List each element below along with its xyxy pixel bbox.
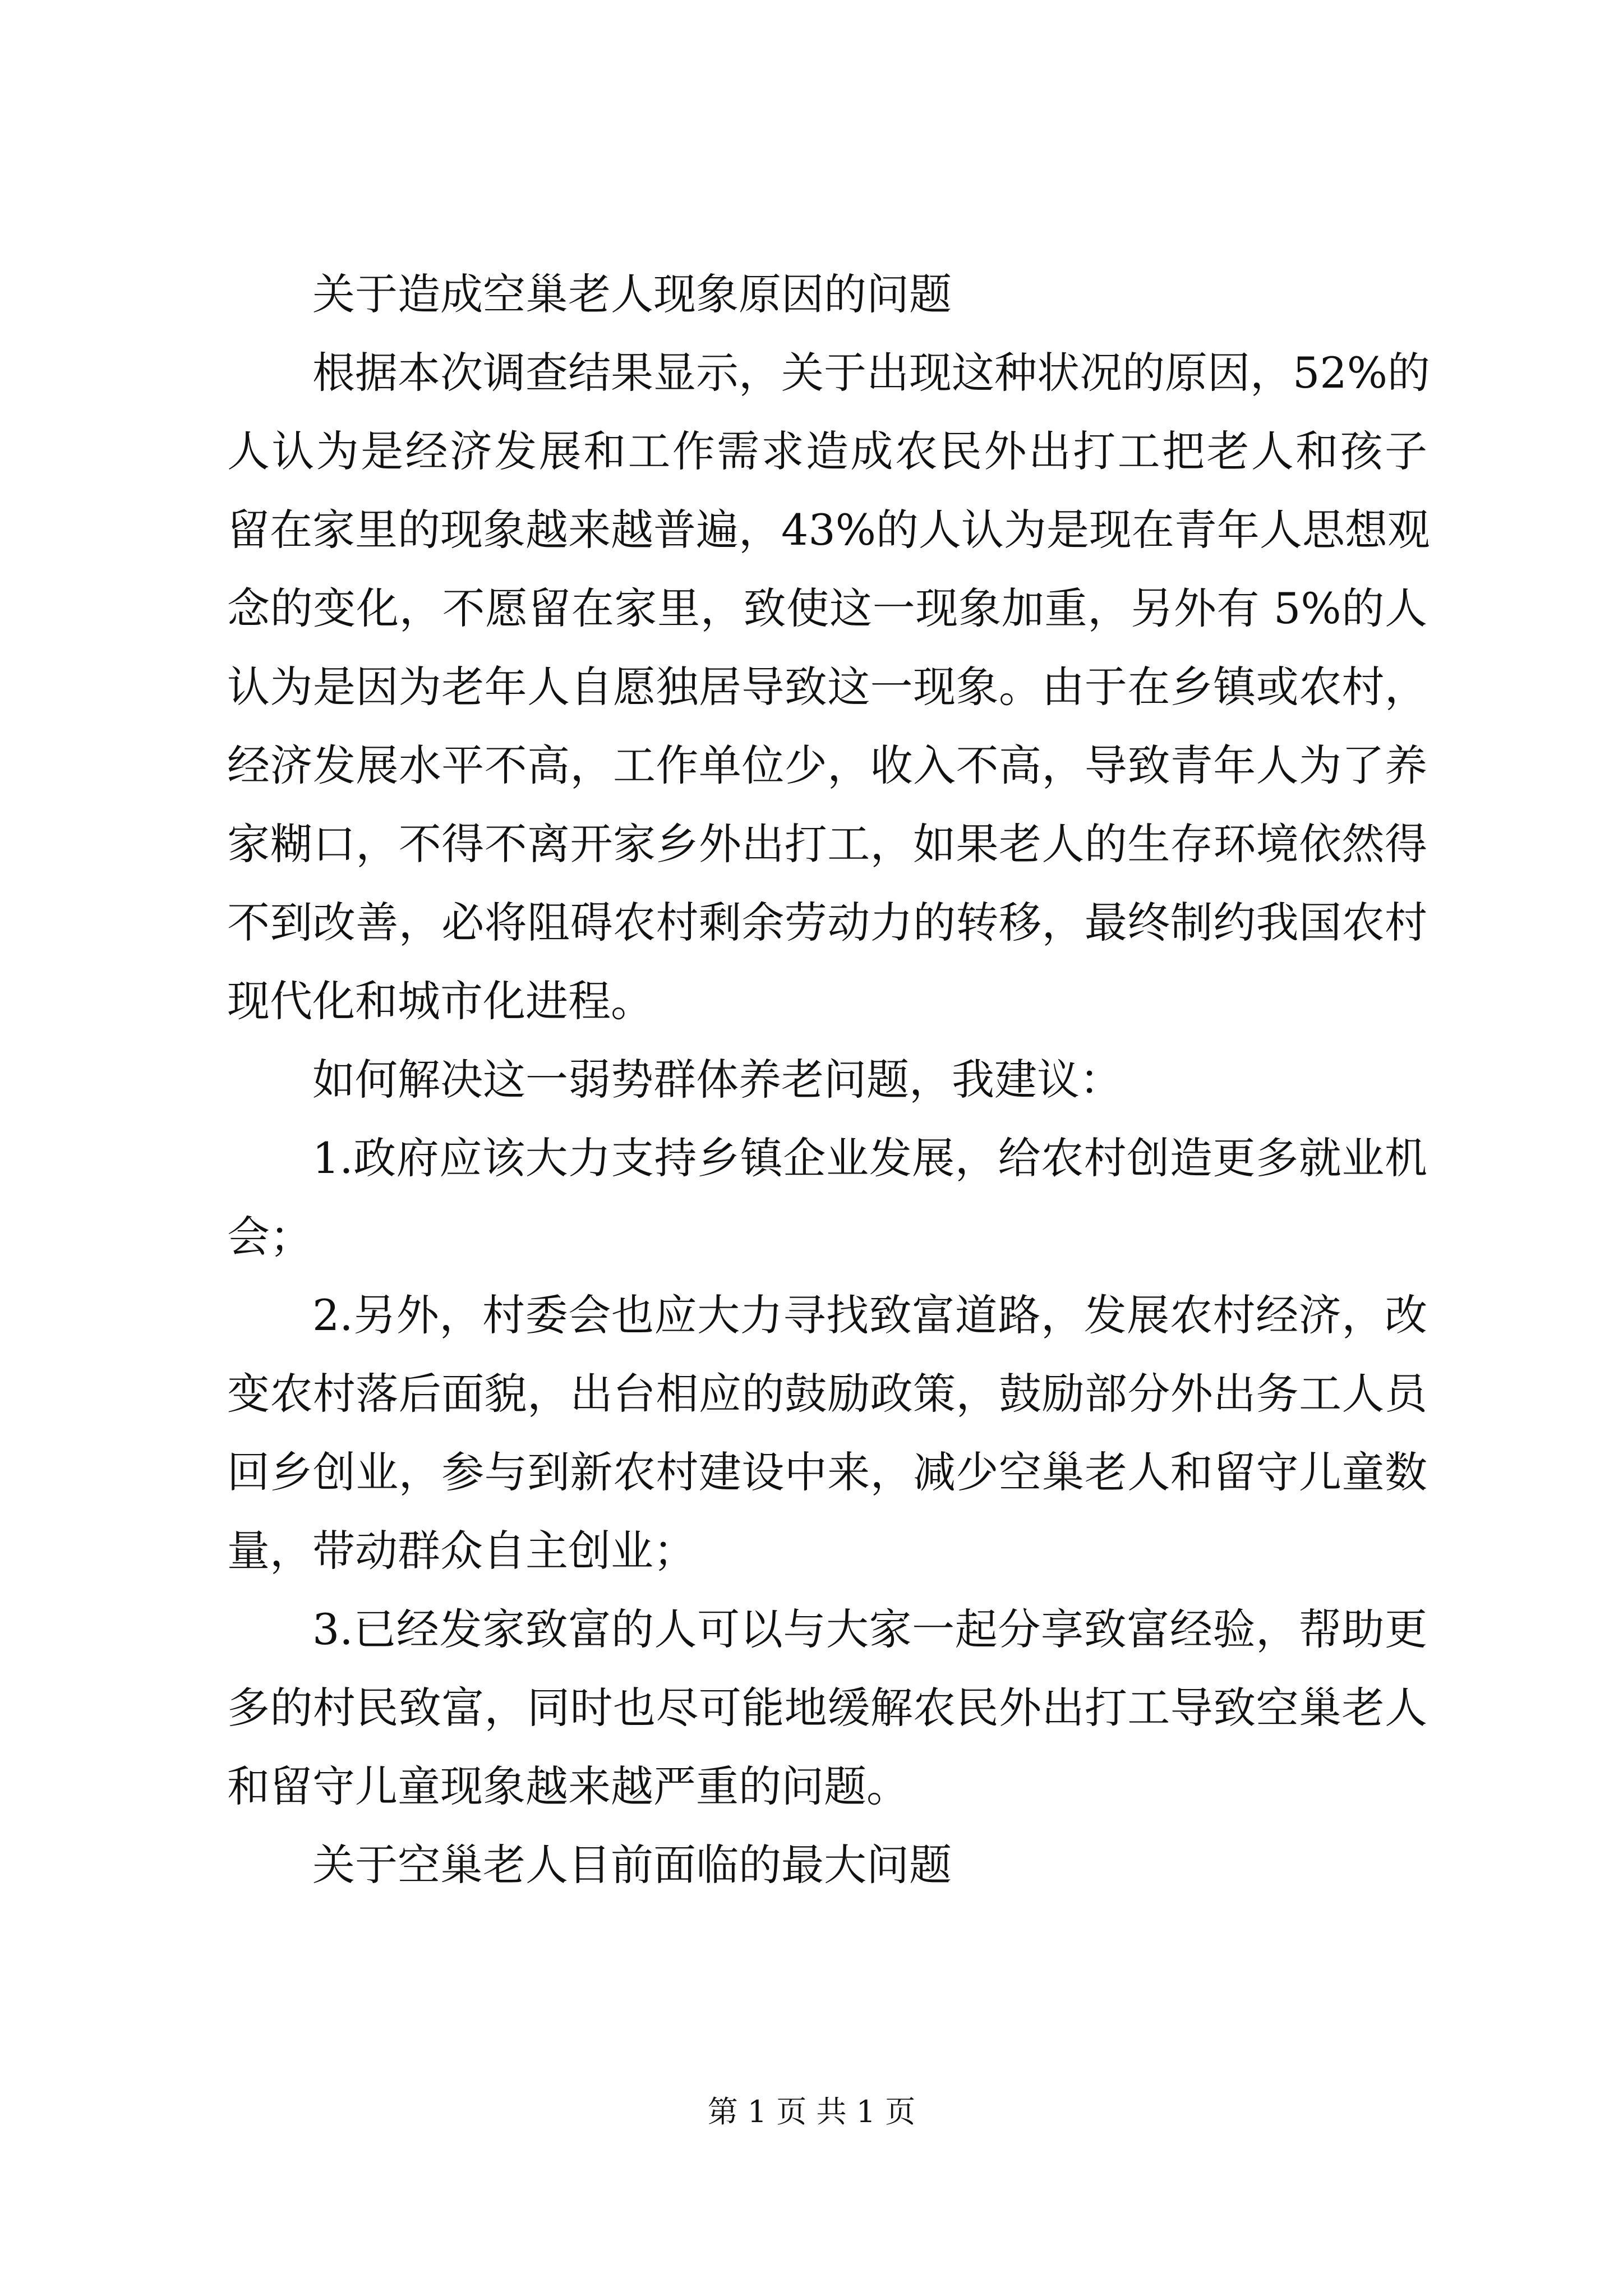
- paragraph-line: 现代化和城市化进程。: [227, 976, 653, 1026]
- paragraph-line: 不到改善，必将阻碍农村剩余劳动力的转移，最终制约我国农村: [227, 898, 1427, 947]
- list-item-line: 回乡创业，参与到新农村建设中来，减少空巢老人和留守儿童数: [227, 1447, 1427, 1497]
- paragraph-line: 留在家里的现象越来越普遍，43%的人认为是现在青年人思想观: [227, 505, 1430, 555]
- paragraph-line: 如何解决这一弱势群体养老问题，我建议：: [312, 1055, 1122, 1105]
- paragraph-line: 念的变化，不愿留在家里，致使这一现象加重，另外有 5%的人: [227, 583, 1427, 633]
- list-item-line: 量，带动群众自主创业；: [227, 1526, 696, 1576]
- list-item-line: 变农村落后面貌，出台相应的鼓励政策，鼓励部分外出务工人员: [227, 1369, 1427, 1419]
- paragraph-line: 家糊口，不得不离开家乡外出打工，如果老人的生存环境依然得: [227, 819, 1427, 869]
- list-item-line: 和留守儿童现象越来越严重的问题。: [227, 1761, 909, 1811]
- section-heading-problems: 关于空巢老人目前面临的最大问题: [312, 1840, 952, 1890]
- paragraph-line: 经济发展水平不高，工作单位少，收入不高，导致青年人为了养: [227, 740, 1427, 790]
- list-item-line: 多的村民致富，同时也尽可能地缓解农民外出打工导致空巢老人: [227, 1683, 1427, 1733]
- paragraph-line: 根据本次调查结果显示，关于出现这种状况的原因，52%的: [312, 348, 1430, 398]
- list-item-line: 3.已经发家致富的人可以与大家一起分享致富经验，帮助更: [312, 1604, 1427, 1654]
- paragraph-line: 认为是因为老年人自愿独居导致这一现象。由于在乡镇或农村，: [227, 662, 1427, 712]
- section-heading-causes: 关于造成空巢老人现象原因的问题: [312, 269, 952, 319]
- page-footer: 第 1 页 共 1 页: [707, 2094, 916, 2129]
- list-item-line: 1.政府应该大力支持乡镇企业发展，给农村创造更多就业机: [312, 1133, 1427, 1183]
- paragraph-line: 人认为是经济发展和工作需求造成农民外出打工把老人和孩子: [227, 426, 1427, 476]
- list-item-line: 2.另外，村委会也应大力寻找致富道路，发展农村经济，改: [312, 1290, 1427, 1340]
- list-item-line: 会；: [227, 1212, 312, 1262]
